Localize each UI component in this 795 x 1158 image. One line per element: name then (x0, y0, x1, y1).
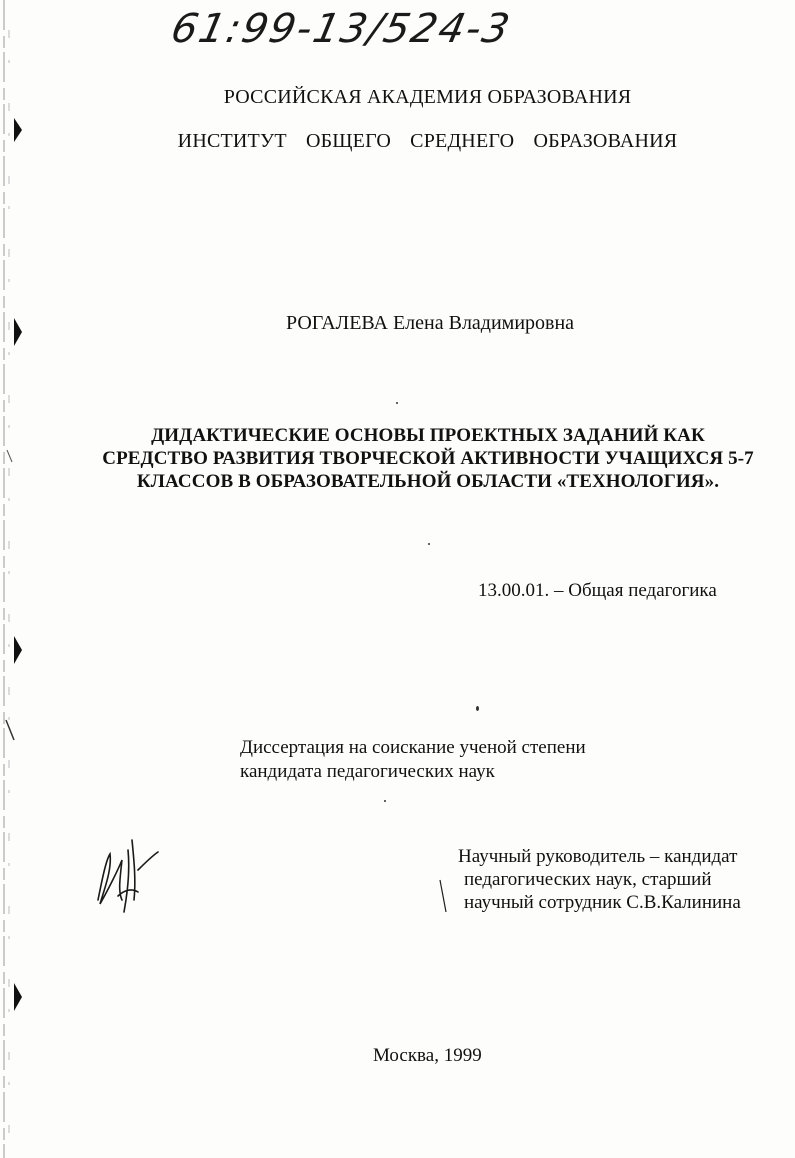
scan-speck (384, 800, 386, 802)
specialty-code: 13.00.01. – Общая педагогика (478, 580, 717, 601)
binder-hole-mark (14, 318, 22, 346)
supervisor-line: Научный руководитель – кандидат (458, 846, 738, 867)
title-line: КЛАССОВ В ОБРАЗОВАТЕЛЬНОЙ ОБЛАСТИ «ТЕХНОЛОГИЯ». (136, 471, 720, 492)
degree-line: Диссертация на соискание ученой степени (240, 737, 586, 758)
scan-speck (428, 543, 430, 545)
binder-hole-mark (14, 636, 22, 664)
archive-code-handwritten: 61:99-13/524-3 (167, 6, 516, 52)
scan-edge-artifacts (0, 0, 40, 1158)
academy-name: РОССИЙСКАЯ АКАДЕМИЯ ОБРАЗОВАНИЯ (223, 86, 632, 108)
city-and-year: Москва, 1999 (373, 1045, 482, 1066)
binder-hole-mark (14, 983, 22, 1011)
scan-speck (476, 706, 479, 711)
pen-mark (438, 878, 448, 914)
title-line: СРЕДСТВО РАЗВИТИЯ ТВОРЧЕСКОЙ АКТИВНОСТИ УЧАЩИХСЯ 5-7 (102, 448, 754, 469)
handwritten-signature (88, 830, 168, 920)
institute-name: ИНСТИТУТ ОБЩЕГО СРЕДНЕГО ОБРАЗОВАНИЯ (177, 130, 678, 152)
title-line: ДИДАКТИЧЕСКИЕ ОСНОВЫ ПРОЕКТНЫХ ЗАДАНИЙ КАК (151, 425, 705, 446)
dissertation-title (80, 424, 776, 493)
author-name: РОГАЛЕВА Елена Владимировна (286, 312, 575, 334)
supervisor-line: педагогических наук, старший (464, 869, 712, 890)
supervisor-line: научный сотрудник С.В.Калинина (464, 892, 741, 913)
supervisor-block (458, 845, 741, 914)
degree-line: кандидата педагогических наук (240, 761, 495, 782)
degree-statement (240, 736, 586, 784)
scan-speck (396, 402, 398, 404)
